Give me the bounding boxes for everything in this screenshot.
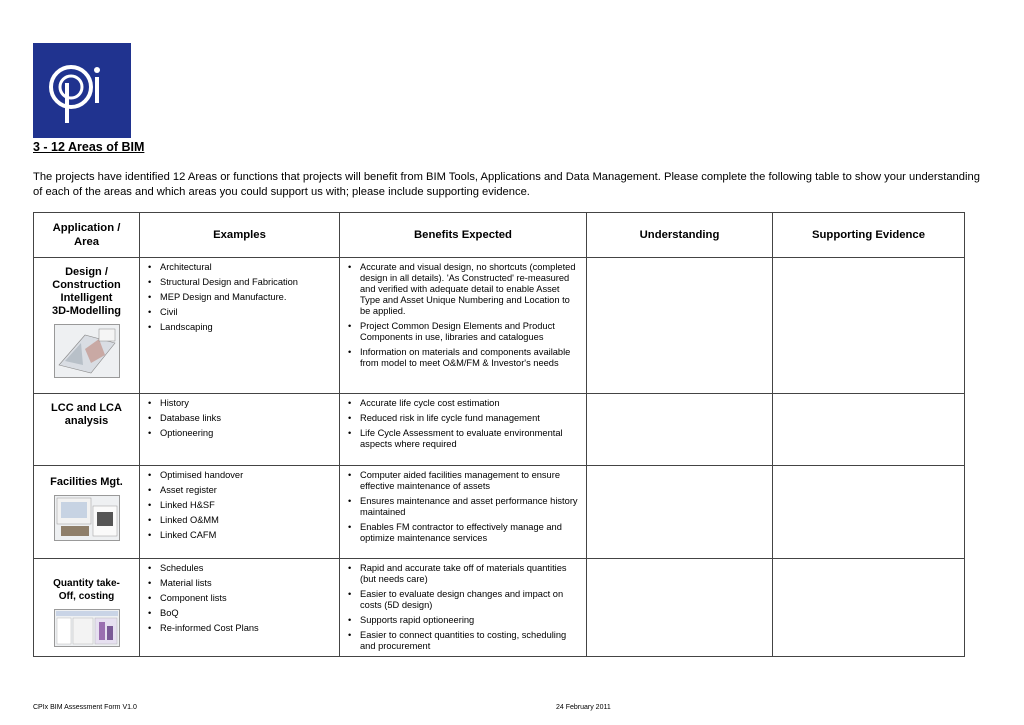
area-name-line: Design / (65, 266, 108, 278)
example-item: • BoQ (148, 608, 335, 619)
example-item: • Linked CAFM (148, 530, 335, 541)
benefits-cell (340, 258, 587, 394)
footer-date: 24 February 2011 (556, 704, 611, 711)
benefits-cell (340, 466, 587, 559)
example-item: • Civil (148, 307, 335, 318)
header-area-line2: Area (73, 236, 100, 248)
area-cell (34, 559, 140, 657)
cpi-logo (33, 43, 131, 138)
table-row (34, 559, 965, 657)
area-name-line: LCC and LCA (51, 402, 122, 414)
benefit-item: • Accurate and visual design, no shortcuts (completed design in all details). 'As Constructed' re-measured and verified with adequate detail to enable Asset Type and Asset Unique Numbering and Location to be applied. (348, 262, 582, 317)
evidence-cell[interactable] (773, 466, 965, 559)
intro-paragraph: The projects have identified 12 Areas or functions that projects will benefit from BIM Tools, Applications and Data Management. Please complete the following table to show your understanding of each of the areas and which areas you could support us with; please include supporting evidence. (33, 171, 980, 198)
area-cell (34, 394, 140, 466)
bim-areas-table (33, 212, 965, 657)
header-examples: Examples (140, 213, 340, 258)
area-cell (34, 466, 140, 559)
example-item: • Architectural (148, 262, 335, 273)
evidence-cell[interactable] (773, 559, 965, 657)
benefits-cell (340, 394, 587, 466)
example-item: • Database links (148, 413, 335, 424)
examples-cell (140, 258, 340, 394)
area-name-line: 3D-Modelling (51, 305, 122, 317)
example-item: • Optimised handover (148, 470, 335, 481)
benefit-item: • Rapid and accurate take off of materials quantities (but needs care) (348, 563, 582, 585)
table-row (34, 466, 965, 559)
area-name-line: Construction (52, 279, 121, 291)
evidence-cell[interactable] (773, 394, 965, 466)
area-name-line: Facilities Mgt. (50, 476, 123, 488)
example-item: • Optioneering (148, 428, 335, 439)
benefit-item: • Easier to evaluate design changes and impact on costs (5D design) (348, 589, 582, 611)
example-item: • Structural Design and Fabrication (148, 277, 335, 288)
header-area (34, 213, 140, 258)
understanding-cell[interactable] (587, 394, 773, 466)
examples-cell (140, 394, 340, 466)
benefits-cell (340, 559, 587, 657)
benefit-item: • Life Cycle Assessment to evaluate environmental aspects where required (348, 428, 582, 450)
example-item: • Schedules (148, 563, 335, 574)
example-item: • Component lists (148, 593, 335, 604)
facilities-screenshot-thumbnail (54, 495, 120, 541)
benefit-item: • Reduced risk in life cycle fund management (348, 413, 582, 424)
example-item: • Material lists (148, 578, 335, 589)
section-title: 3 - 12 Areas of BIM (33, 140, 145, 154)
3d-model-thumbnail (54, 324, 120, 378)
quantity-screenshot-thumbnail (54, 609, 120, 647)
header-understanding: Understanding (587, 213, 773, 258)
area-name-line: analysis (64, 415, 109, 427)
benefit-item: • Supports rapid optioneering (348, 615, 582, 626)
understanding-cell[interactable] (587, 466, 773, 559)
understanding-cell[interactable] (587, 258, 773, 394)
evidence-cell[interactable] (773, 258, 965, 394)
benefit-item: • Information on materials and components available from model to meet O&M/FM & Investor's needs (348, 347, 582, 369)
example-item: • Re-informed Cost Plans (148, 623, 335, 634)
area-name-line: Quantity take- (53, 578, 120, 589)
header-evidence: Supporting Evidence (773, 213, 965, 258)
benefit-item: • Accurate life cycle cost estimation (348, 398, 582, 409)
examples-cell (140, 466, 340, 559)
benefit-item: • Computer aided facilities management to ensure effective maintenance of assets (348, 470, 582, 492)
example-item: • History (148, 398, 335, 409)
area-name-line: Intelligent (60, 292, 113, 304)
table-header-row (34, 213, 965, 258)
cpi-logo-mark (33, 43, 131, 138)
area-cell (34, 258, 140, 394)
understanding-cell[interactable] (587, 559, 773, 657)
example-item: • Landscaping (148, 322, 335, 333)
table-row (34, 394, 965, 466)
examples-cell (140, 559, 340, 657)
table-row (34, 258, 965, 394)
header-benefits: Benefits Expected (340, 213, 587, 258)
header-area-line1: Application / (52, 222, 121, 234)
benefit-item: • Project Common Design Elements and Product Components in use, libraries and catalogues (348, 321, 582, 343)
benefit-item: • Enables FM contractor to effectively manage and optimize maintenance services (348, 522, 582, 544)
example-item: • Linked H&SF (148, 500, 335, 511)
benefit-item: • Ensures maintenance and asset performance history maintained (348, 496, 582, 518)
footer-form-version: CPIx BIM Assessment Form V1.0 (33, 704, 137, 711)
example-item: • Linked O&MM (148, 515, 335, 526)
benefit-item: • Easier to connect quantities to costing, scheduling and procurement (348, 630, 582, 652)
area-name-line: Off, costing (58, 591, 115, 602)
example-item: • Asset register (148, 485, 335, 496)
example-item: • MEP Design and Manufacture. (148, 292, 335, 303)
